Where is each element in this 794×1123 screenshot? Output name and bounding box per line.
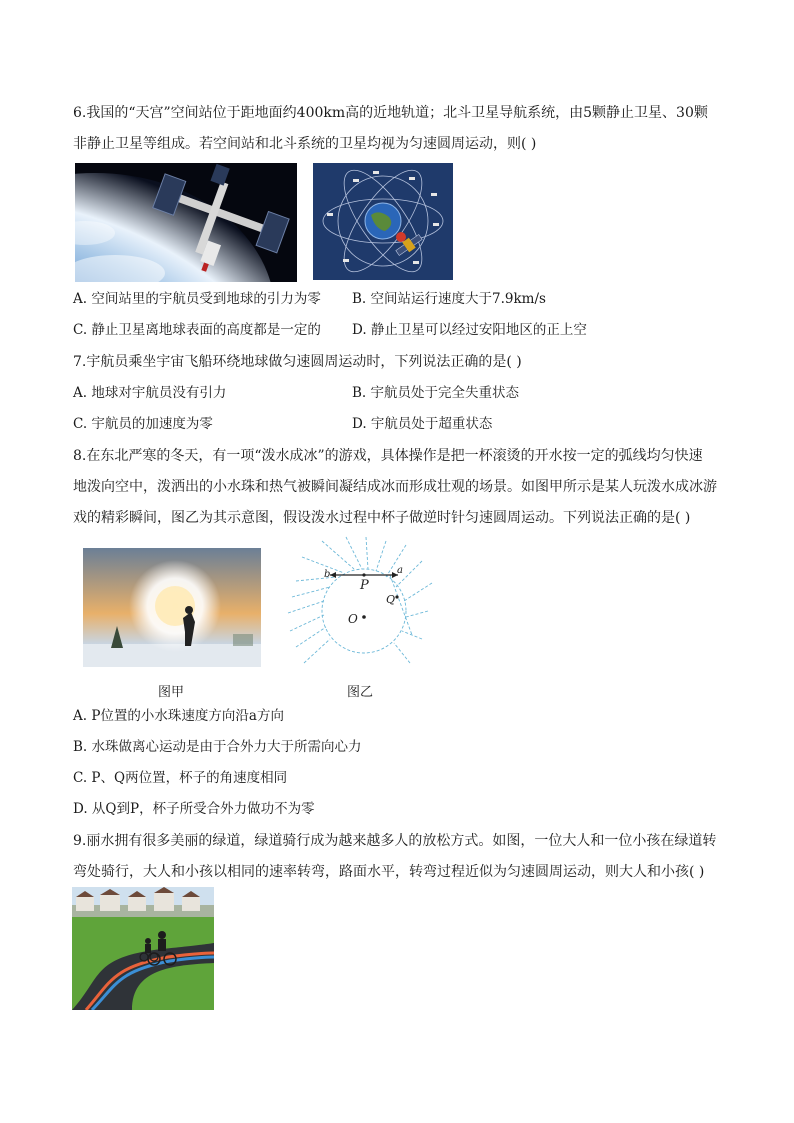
- label-q: Q: [386, 593, 396, 606]
- q9-stem-line2: 弯处骑行，大人和小孩以相同的速率转弯，路面水平，转弯过程近似为匀速圆周运动，则大人和小孩( ): [73, 864, 705, 880]
- q8-option-d: D. 从Q到P，杯子所受合外力做功不为零: [73, 801, 315, 817]
- q8-option-a: A. P位置的小水珠速度方向沿a方向: [73, 708, 284, 724]
- q6-stem-line2: 非静止卫星等组成。若空间站和北斗系统的卫星均视为匀速圆周运动，则( ): [73, 136, 537, 152]
- q7-option-c: C. 宇航员的加速度为零: [73, 416, 213, 432]
- space-station-photo: [75, 163, 297, 282]
- q7-option-b: B. 宇航员处于完全失重状态: [352, 385, 520, 401]
- caption-figure-jia: 图甲: [158, 685, 185, 700]
- q6-option-c: C. 静止卫星离地球表面的高度都是一定的: [73, 322, 321, 338]
- label-o: O: [348, 612, 358, 626]
- label-a: a: [397, 565, 403, 576]
- q6-option-b: B. 空间站运行速度大于7.9km/s: [352, 291, 546, 307]
- greenway-cycling-photo: [72, 887, 214, 1010]
- circular-motion-diagram: [282, 535, 434, 667]
- q6-option-d: D. 静止卫星可以经过安阳地区的正上空: [352, 322, 587, 338]
- q7-option-d: D. 宇航员处于超重状态: [352, 416, 493, 432]
- q6-option-a: A. 空间站里的宇航员受到地球的引力为零: [73, 291, 321, 307]
- label-b: b: [324, 569, 331, 580]
- q6-stem-line1: 6.我国的“天宫”空间站位于距地面约400km高的近地轨道；北斗卫星导航系统，由5颗静止卫星、30颗: [73, 105, 708, 121]
- q9-stem-line1: 9.丽水拥有很多美丽的绿道，绿道骑行成为越来越多人的放松方式。如图，一位大人和一位小孩在绿道转: [73, 833, 717, 849]
- splash-water-photo: [83, 548, 261, 667]
- q8-stem-line2: 地泼向空中，泼洒出的小水珠和热气被瞬间凝结成冰而形成壮观的场景。如图甲所示是某人玩泼水成冰游: [73, 479, 717, 495]
- beidou-constellation-image: [313, 163, 453, 280]
- q8-option-c: C. P、Q两位置，杯子的角速度相同: [73, 770, 288, 786]
- q8-option-b: B. 水珠做离心运动是由于合外力大于所需向心力: [73, 739, 362, 755]
- q7-option-a: A. 地球对宇航员没有引力: [73, 385, 227, 401]
- q7-stem-line1: 7.宇航员乘坐宇宙飞船环绕地球做匀速圆周运动时，下列说法正确的是( ): [73, 354, 522, 370]
- q8-stem-line3: 戏的精彩瞬间，图乙为其示意图，假设泼水过程中杯子做逆时针匀速圆周运动。下列说法正确的是( ): [73, 510, 691, 526]
- caption-figure-yi: 图乙: [347, 685, 374, 700]
- label-p: P: [360, 578, 369, 593]
- q8-stem-line1: 8.在东北严寒的冬天，有一项“泼水成冰”的游戏，具体操作是把一杯滚烫的开水按一定的弧线均匀快速: [73, 448, 703, 464]
